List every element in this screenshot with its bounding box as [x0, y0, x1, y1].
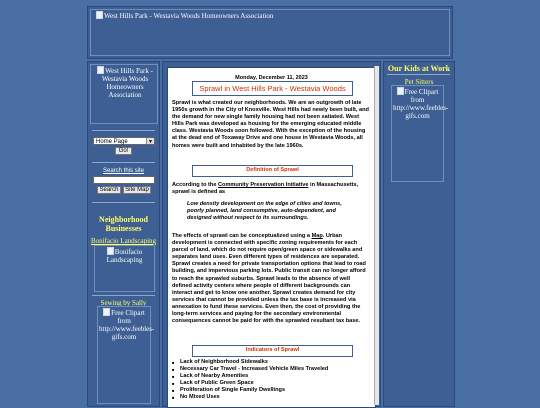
definition-paragraph — [172, 182, 370, 196]
effects-text: The effects of sprawl can be conceptualized using a — [172, 233, 312, 239]
intro-paragraph: Sprawl is what created our neighborhoods. We are an outgrowth of late 1950s growth in the City of Knoxville. West Hills had newly been built, and the demand for new single family housing had not been satiated. West Hills Park was developed as housing for the emerging educated middle class. Westavia Woods soon followed. With the exception of the housing at the dead end of Toxaway Drive and one house in Westavia Woods, all homes were built and inhabited by the late 1960s. — [172, 100, 369, 149]
site-banner — [87, 6, 453, 59]
list-item: ■ Necessary Car Travel - Increased Vehicle Miles Traveled — [180, 366, 328, 373]
map-link[interactable]: Map — [311, 233, 323, 239]
divider — [92, 202, 155, 203]
main-content — [162, 61, 381, 407]
divider — [92, 130, 155, 131]
divider — [92, 162, 155, 163]
right-sidebar — [383, 61, 455, 407]
definition-heading-box — [192, 165, 353, 177]
definition-heading: Definition of Sprawl — [246, 167, 299, 173]
sewing-image[interactable] — [97, 306, 155, 404]
bonifacio-alt-text: Bonifacio Landscaping — [106, 248, 143, 264]
banner-image — [90, 9, 450, 56]
indicators-heading: Indicators of Sprawl — [245, 347, 300, 353]
article-panel — [167, 67, 376, 408]
pet-sitters-alt-text: Free Clipart from http://www.feebles-gifs.com — [393, 88, 449, 120]
go-button[interactable]: Go! — [115, 147, 132, 155]
kids-at-work-title: Our Kids at Work — [387, 64, 451, 73]
bonifacio-image[interactable] — [94, 245, 155, 292]
neighborhood-businesses-title: Neighborhood Businesses — [99, 215, 148, 233]
banner-alt-text: West Hills Park - Westavia Woods Homeowners Association — [104, 12, 274, 20]
divider — [387, 74, 450, 75]
effects-text-suffix: . Urban development is connected with specific zoning requirements for each parcel of land, which do not require open/green space or sidewalks and separates land uses. Even different types of residences are separated. Sprawl creates a need for private transportation options that lead to road building, and impervious parking lots. Public transit can no longer afford to reach the sprawled suburbs. Sprawl leads to the absence of well defined activity centers where people of different backgrounds can interact and get to know one another. Sprawl creates demand for city services that cannot be provided unless the tax base is increased via annexation to fund these services. Even then, the cost of providing the long-term services and paying for the secondary environmental consequences cannot be paid for with the sprawled resultant tax base. — [172, 233, 366, 325]
sprawl-definition-quote: Low density development on the edge of cities and towns, poorly planned, land consumptive, auto-dependent, and designed without respect to its surroundings. — [187, 201, 342, 222]
page-select-value: Home Page — [96, 139, 128, 145]
broken-image-icon — [397, 87, 404, 95]
list-item: ■ Lack of Nearby Amenities — [180, 373, 328, 380]
broken-image-icon — [96, 11, 103, 19]
search-site-link[interactable]: Search this site — [102, 168, 145, 174]
definition-text: According to the — [172, 182, 218, 188]
definition-text-suffix: in Massachusetts, sprawl is defined as — [172, 182, 359, 196]
bonifacio-link[interactable]: Bonifacio Landscaping — [90, 237, 157, 245]
indicators-heading-box — [192, 345, 353, 357]
broken-image-icon — [107, 247, 114, 255]
indicators-list — [170, 359, 328, 401]
divider — [92, 295, 155, 296]
sewing-alt-text: Free Clipart from http://www.feebles-gifs.com — [99, 309, 155, 341]
site-map-button[interactable]: Site Map — [123, 186, 151, 194]
search-input[interactable] — [93, 176, 155, 184]
association-logo-image — [90, 64, 158, 124]
broken-image-icon — [97, 66, 104, 74]
list-item: ■ Lack of Public Green Space — [180, 380, 328, 387]
effects-paragraph — [172, 233, 370, 325]
chevron-down-icon: ▼ — [146, 138, 154, 144]
page-select[interactable] — [93, 137, 155, 145]
pet-sitters-link[interactable]: Pet Sitters — [404, 78, 434, 86]
list-item: ■ Lack of Neighborhood Sidewalks — [180, 359, 328, 366]
scrollbar[interactable] — [374, 66, 379, 405]
left-sidebar — [87, 61, 160, 407]
list-item: ■ Proliferation of Single Family Dwellings — [180, 387, 328, 394]
sewing-link[interactable]: Sewing by Sally — [100, 299, 147, 307]
cpi-link[interactable]: Community Preservation Initiative — [218, 182, 309, 188]
broken-image-icon — [103, 308, 110, 316]
pet-sitters-image[interactable] — [391, 85, 449, 182]
search-button[interactable]: Search — [97, 186, 121, 194]
page-title-box — [192, 81, 353, 96]
current-date: Monday, December 11, 2023 — [235, 75, 308, 81]
page-title: Sprawl in West Hills Park - Westavia Woods — [199, 84, 346, 93]
list-item: ■ No Mixed Uses — [180, 394, 328, 401]
logo-alt-text: West Hills Park - Westavia Woods Homeowners Association — [101, 67, 153, 99]
